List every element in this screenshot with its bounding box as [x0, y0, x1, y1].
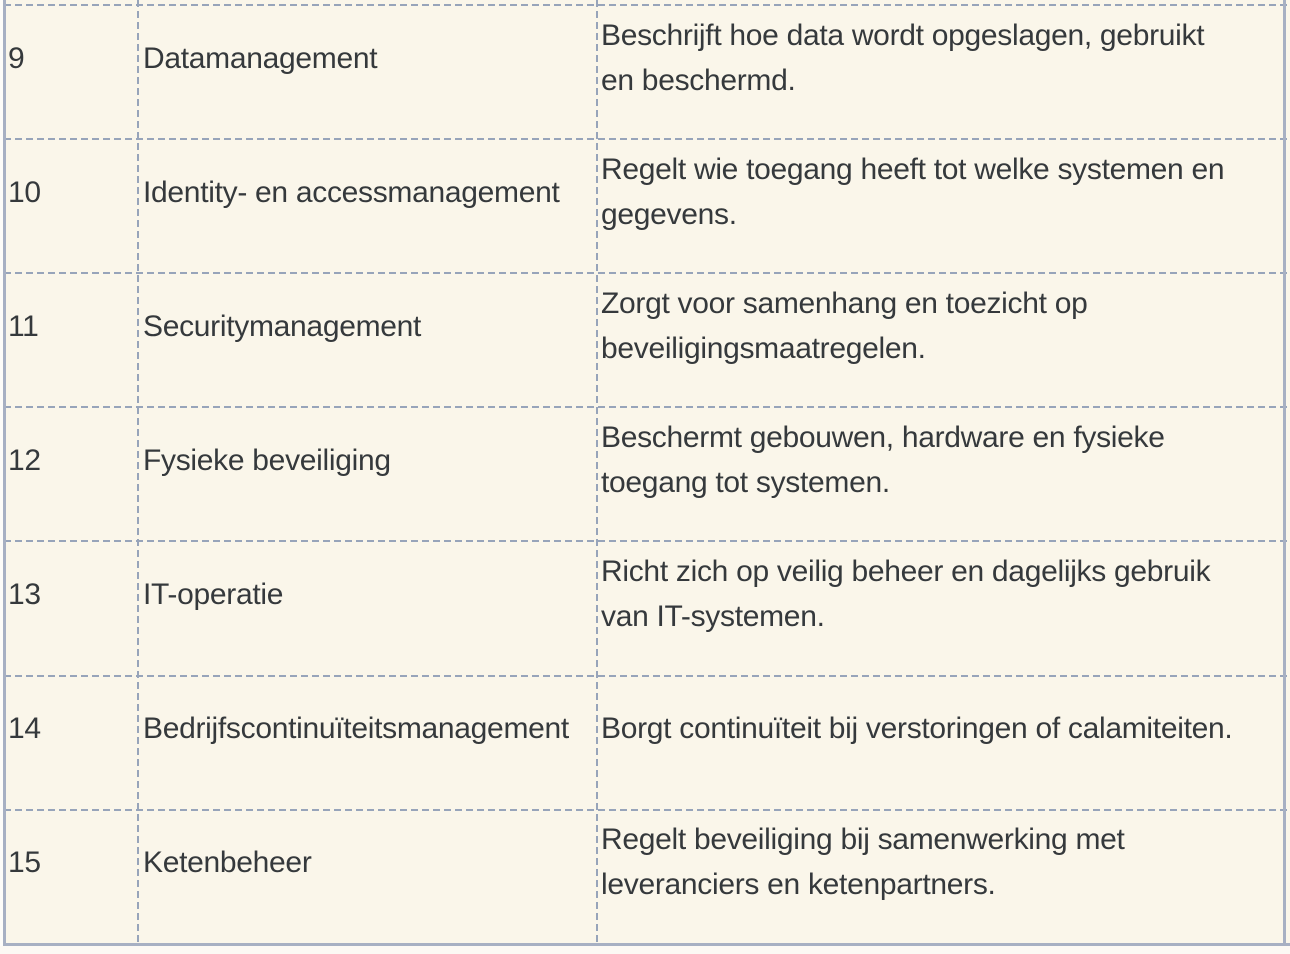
row-number: 11 — [8, 309, 39, 343]
row-description: Beschermt gebouwen, hardware en fysieke toegang tot systemen. — [601, 421, 1165, 499]
row-description: Richt zich op veilig beheer en dagelijks gebruik van IT-systemen. — [601, 555, 1211, 633]
cell-name[interactable] — [138, 809, 597, 943]
row-number: 9 — [8, 41, 25, 75]
row-description: Regelt beveiliging bij samenwerking met leveranciers en ketenpartners. — [601, 823, 1125, 901]
row-number: 13 — [8, 577, 41, 611]
cell-description[interactable] — [597, 273, 1283, 407]
row-description: Zorgt voor samenhang en toezicht op beveiligingsmaatregelen. — [601, 287, 1088, 365]
cell-name[interactable] — [138, 541, 597, 675]
table-row-9 — [5, 5, 1283, 139]
row-description: Borgt continuïteit bij verstoringen of calamiteiten. — [601, 711, 1233, 745]
cell-number[interactable] — [5, 541, 138, 675]
cell-name[interactable] — [138, 5, 597, 139]
row-name: Datamanagement — [143, 41, 378, 75]
row-name: Bedrijfscontinuïteitsmanagement — [143, 711, 569, 745]
row-description: Regelt wie toegang heeft tot welke systemen en gegevens. — [601, 153, 1225, 231]
table-row-12 — [5, 407, 1283, 541]
table-row-14 — [5, 675, 1283, 809]
cell-description[interactable] — [597, 5, 1283, 139]
row-number: 10 — [8, 175, 41, 209]
cell-name[interactable] — [138, 273, 597, 407]
row-name: IT-operatie — [143, 577, 284, 611]
cell-number[interactable] — [5, 675, 138, 809]
table-border-right — [1283, 0, 1286, 946]
cell-number[interactable] — [5, 5, 138, 139]
cell-name[interactable] — [138, 407, 597, 541]
cell-number[interactable] — [5, 273, 138, 407]
cell-description[interactable] — [597, 541, 1283, 675]
row-description: Beschrijft hoe data wordt opgeslagen, gebruikt en beschermd. — [601, 19, 1205, 97]
cell-description[interactable] — [597, 139, 1283, 273]
table-row-15 — [5, 809, 1283, 943]
row-name: Identity- en accessmanagement — [143, 175, 560, 209]
row-name: Fysieke beveiliging — [143, 443, 391, 477]
row-number: 12 — [8, 443, 41, 477]
cell-name[interactable] — [138, 675, 597, 809]
cell-description[interactable] — [597, 809, 1283, 943]
cell-number[interactable] — [5, 809, 138, 943]
table-row-13 — [5, 541, 1283, 675]
cell-name[interactable] — [138, 139, 597, 273]
table-row-10 — [5, 139, 1283, 273]
table-body — [5, 5, 1283, 943]
cell-description[interactable] — [597, 407, 1283, 541]
row-name: Ketenbeheer — [143, 845, 312, 879]
page-edge-bottom — [0, 946, 1290, 954]
cell-number[interactable] — [5, 139, 138, 273]
row-number: 15 — [8, 845, 41, 879]
cell-description[interactable] — [597, 675, 1283, 809]
row-number: 14 — [8, 711, 41, 745]
row-name: Securitymanagement — [143, 309, 422, 343]
cell-number[interactable] — [5, 407, 138, 541]
page-edge-left — [0, 0, 3, 954]
table-row-11 — [5, 273, 1283, 407]
